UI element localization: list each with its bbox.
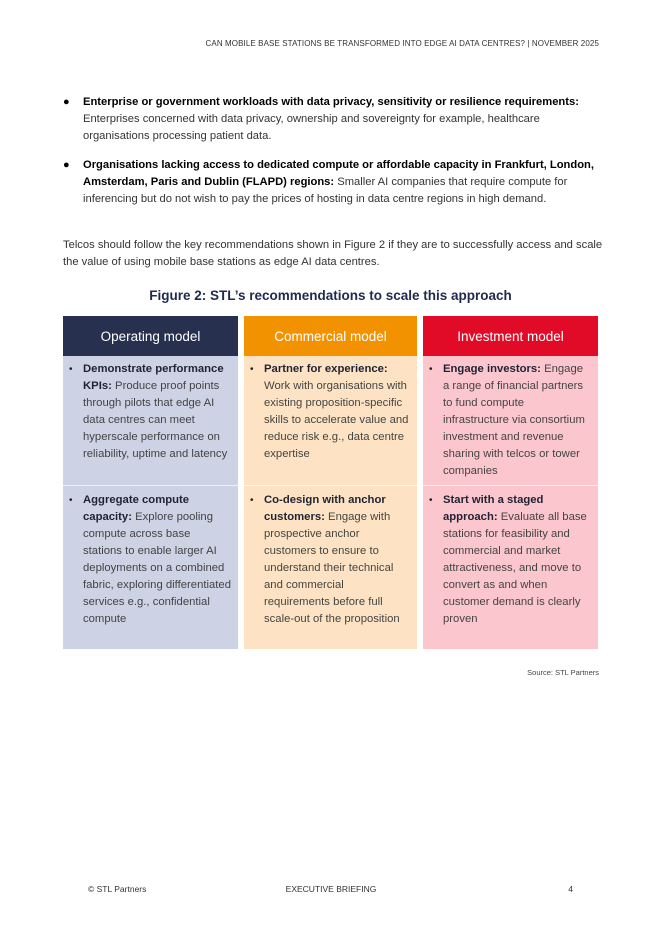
recommendation-heading: Start with a staged approach: [443, 494, 544, 523]
bullet-text: Smaller AI companies that require compute for inferencing but do not wish to pay the prices of hosting in data centre regions in high demand. [83, 176, 568, 205]
bullet-icon: • [69, 495, 73, 506]
bullet-icon: • [250, 364, 254, 375]
recommendation-item [423, 356, 598, 486]
recommendation-heading: Demonstrate performance KPIs: [83, 363, 224, 392]
body-paragraph: Telcos should follow the key recommendations shown in Figure 2 if they are to successfully access and scale the value of using mobile base stations as edge AI data centres. [63, 239, 603, 268]
bullet-list [63, 94, 603, 220]
recommendation-heading: Aggregate compute capacity: [83, 494, 190, 523]
recommendation-heading: Co-design with anchor customers: [264, 494, 386, 523]
bullet-icon: ● [63, 159, 70, 171]
recommendation-item [63, 486, 238, 628]
bullet-icon: ● [63, 96, 70, 108]
commercial-model-column [244, 316, 417, 649]
commercial-model-heading: Commercial model [244, 316, 417, 356]
recommendation-heading: Engage investors: [443, 363, 541, 375]
recommendation-item [423, 486, 598, 628]
list-item [63, 94, 603, 145]
recommendation-text: Work with organisations with existing proposition-specific skills to accelerate value and reduce risk e.g., data centre expertise [264, 380, 409, 460]
list-item [63, 157, 603, 208]
recommendation-text: Evaluate all base stations for feasibility and commercial and market attractiveness, and move to convert as and when customer demand is clearly proven [443, 511, 587, 625]
bullet-icon: • [429, 364, 433, 375]
recommendation-item [244, 486, 417, 628]
bullet-icon: • [69, 364, 73, 375]
recommendation-text: Explore pooling compute across base stations to enable larger AI deployments on a combined fabric, exploring differentiated services e.g., confidential compute [83, 511, 231, 625]
recommendation-text: Engage a range of financial partners to fund compute infrastructure via consortium investment and revenue sharing with telcos or tower companies [443, 363, 585, 477]
operating-model-column [63, 316, 238, 649]
footer-copyright: © STL Partners [88, 884, 147, 894]
bullet-icon: • [429, 495, 433, 506]
footer-title: EXECUTIVE BRIEFING [285, 884, 377, 894]
page-number: 4 [568, 884, 573, 894]
figure-source: Source: STL Partners [527, 668, 599, 677]
recommendation-text: Produce proof points through pilots that edge AI data centres can meet hyperscale performance on reliability, uptime and latency [83, 380, 228, 460]
bullet-text: Enterprises concerned with data privacy, ownership and sovereignty for example, healthcare organisations processing patient data. [83, 113, 540, 142]
bullet-heading: Organisations lacking access to dedicated compute or affordable capacity in Frankfurt, London, Amsterdam, Paris and Dublin (FLAPD) regions: [83, 159, 595, 188]
investment-model-column [423, 316, 598, 649]
recommendation-item [63, 356, 238, 486]
running-header: CAN MOBILE BASE STATIONS BE TRANSFORMED INTO EDGE AI DATA CENTRES? | NOVEMBER 2025 [205, 39, 599, 48]
recommendation-text: Engage with prospective anchor customers to ensure to understand their technical and commercial requirements before full scale-out of the proposition [264, 511, 400, 625]
recommendation-item [244, 356, 417, 486]
operating-model-heading: Operating model [63, 316, 238, 356]
investment-model-heading: Investment model [423, 316, 598, 356]
bullet-heading: Enterprise or government workloads with data privacy, sensitivity or resilience requirements: [83, 96, 579, 108]
figure-title: Figure 2: STL’s recommendations to scale this approach [149, 288, 512, 303]
bullet-icon: • [250, 495, 254, 506]
recommendation-heading: Partner for experience: [264, 363, 388, 375]
